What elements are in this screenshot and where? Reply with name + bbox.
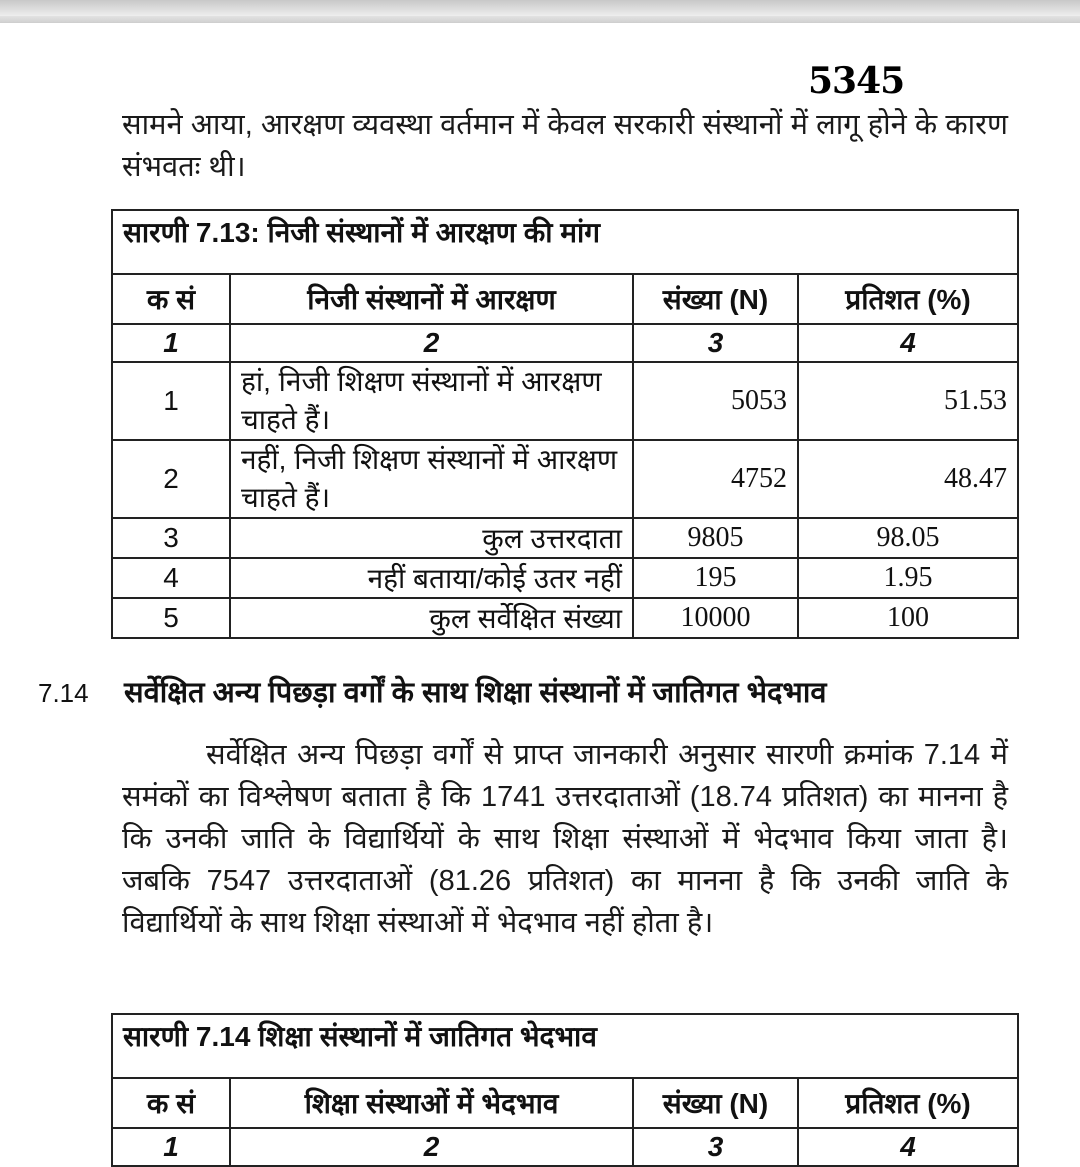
header-count: संख्या (N) [633,1078,798,1128]
column-number-row [112,1128,1018,1166]
column-number: 2 [230,1128,633,1166]
column-number: 4 [798,1128,1018,1166]
label-cell: कुल सर्वेक्षित संख्या [230,598,633,638]
header-serial: क सं [112,274,230,324]
column-number: 1 [112,1128,230,1166]
table-row [112,558,1018,598]
percent-cell: 100 [798,598,1018,638]
column-number: 4 [798,324,1018,362]
header-percent: प्रतिशत (%) [798,274,1018,324]
count-cell: 4752 [633,440,798,518]
count-cell: 5053 [633,362,798,440]
column-number: 3 [633,324,798,362]
label-cell: नहीं बताया/कोई उतर नहीं [230,558,633,598]
serial-cell: 5 [112,598,230,638]
section-paragraph: सर्वेक्षित अन्य पिछड़ा वर्गों से प्राप्त जानकारी अनुसार सारणी क्रमांक 7.14 में समंकों का विश्लेषण बताता है कि 1741 उत्तरदाताओं (18.74 प्रतिशत) का मानना है कि उनकी जाति के विद्यार्थियों के साथ शिक्षा संस्थाओं में भेदभाव किया जाता है। जबकि 7547 उत्तरदाताओं (81.26 प्रतिशत) का मानना है कि उनकी जाति के विद्यार्थियों के साथ शिक्षा संस्थाओं में भेदभाव नहीं होता है। [122,739,1008,939]
table-caption: सारणी 7.13: निजी संस्थानों में आरक्षण की मांग [112,210,1018,274]
section-heading [38,672,1018,711]
count-cell: 195 [633,558,798,598]
label-cell: कुल उत्तरदाता [230,518,633,558]
header-serial: क सं [112,1078,230,1128]
serial-cell: 3 [112,518,230,558]
table-7-13 [111,209,1019,639]
table-row [112,598,1018,638]
table-7-14 [111,1013,1019,1167]
percent-cell: 51.53 [798,362,1018,440]
label-cell: नहीं, निजी शिक्षण संस्थानों में आरक्षण चाहते हैं। [230,440,633,518]
viewer-toolbar-strip [0,16,1080,23]
count-cell: 9805 [633,518,798,558]
table-row [112,518,1018,558]
percent-cell: 98.05 [798,518,1018,558]
section-number: 7.14 [38,678,89,708]
header-category: शिक्षा संस्थाओं में भेदभाव [230,1078,633,1128]
label-cell: हां, निजी शिक्षण संस्थानों में आरक्षण चाहते हैं। [230,362,633,440]
column-number-row [112,324,1018,362]
table-caption: सारणी 7.14 शिक्षा संस्थानों में जातिगत भेदभाव [112,1014,1018,1078]
column-number: 3 [633,1128,798,1166]
section-title: सर्वेक्षित अन्य पिछड़ा वर्गों के साथ शिक्षा संस्थानों में जातिगत भेदभाव [124,677,827,709]
serial-cell: 4 [112,558,230,598]
serial-cell: 2 [112,440,230,518]
page-number: 5345 [808,60,905,102]
count-cell: 10000 [633,598,798,638]
serial-cell: 1 [112,362,230,440]
header-percent: प्रतिशत (%) [798,1078,1018,1128]
table-header-row [112,274,1018,324]
intro-paragraph: सामने आया, आरक्षण व्यवस्था वर्तमान में केवल सरकारी संस्थानों में लागू होने के कारण संभवतः थी। [122,109,1008,183]
column-number: 2 [230,324,633,362]
viewer-top-bar [0,0,1080,16]
table-row [112,440,1018,518]
header-category: निजी संस्थानों में आरक्षण [230,274,633,324]
table-row [112,362,1018,440]
table-header-row [112,1078,1018,1128]
percent-cell: 1.95 [798,558,1018,598]
header-count: संख्या (N) [633,274,798,324]
percent-cell: 48.47 [798,440,1018,518]
column-number: 1 [112,324,230,362]
